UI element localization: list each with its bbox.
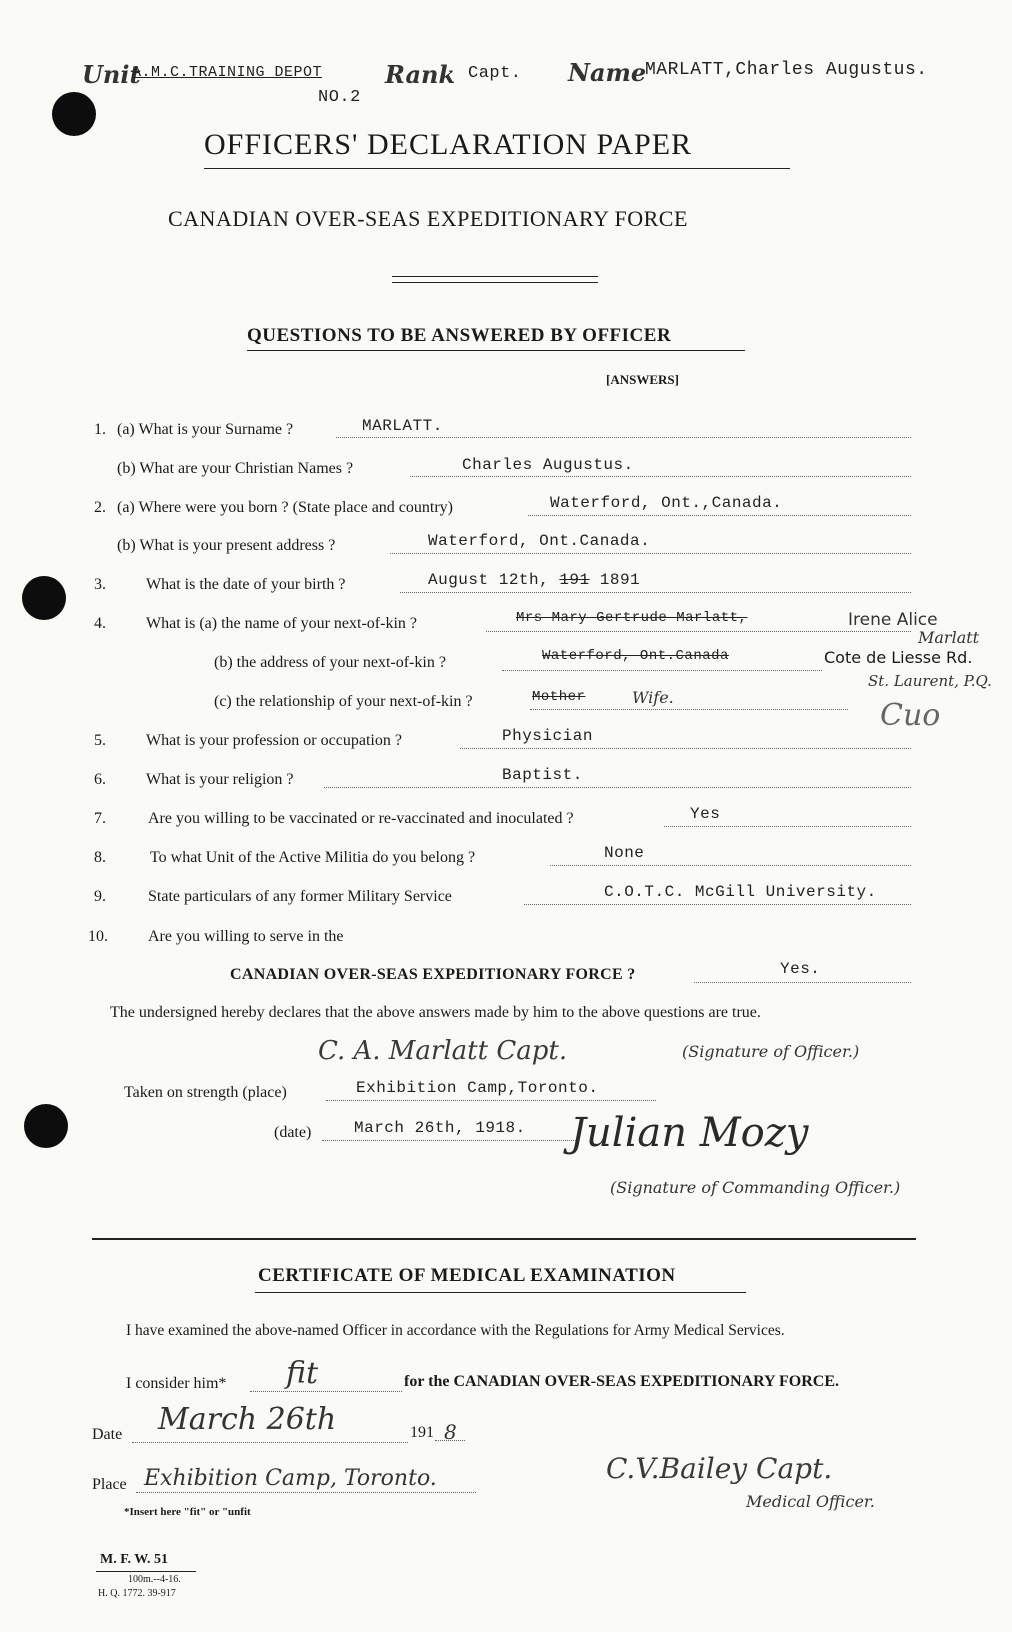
medical-date-value: March 26th — [158, 1402, 337, 1437]
form-code-line3: H. Q. 1772. 39-917 — [98, 1588, 176, 1599]
consider-label: I consider him* — [126, 1375, 227, 1392]
q1-number: 1. — [94, 421, 106, 438]
q4b-label: (b) the address of your next-of-kin ? — [214, 654, 446, 671]
q4-number: 4. — [94, 615, 106, 632]
medical-officer-signature: C.V.Bailey Capt. — [606, 1452, 833, 1485]
consider-value: fit — [286, 1356, 319, 1391]
q4a-struck: Mrs Mary Gertrude Marlatt, — [516, 610, 748, 626]
q2-number: 2. — [94, 499, 106, 516]
q4a-answer2: Marlatt — [918, 628, 980, 647]
section-divider — [92, 1238, 916, 1240]
taken-date: March 26th, 1918. — [354, 1119, 526, 1137]
officer-signature: C. A. Marlatt Capt. — [318, 1036, 568, 1066]
q3-number: 3. — [94, 576, 106, 593]
answers-label: [ANSWERS] — [606, 372, 679, 387]
q4b-answer2: St. Laurent, P.Q. — [868, 672, 992, 690]
medical-place-line — [136, 1492, 476, 1493]
declaration-text: The undersigned hereby declares that the above answers made by him to the above questions are true. — [110, 1004, 761, 1021]
medical-heading: CERTIFICATE OF MEDICAL EXAMINATION — [258, 1265, 676, 1286]
q9-label: State particulars of any former Military Service — [148, 888, 452, 905]
unit-value: A.M.C.TRAINING DEPOT — [132, 64, 323, 81]
q2a-answer-line — [528, 515, 911, 516]
q4c-answer: Wife. — [632, 688, 674, 707]
punch-hole — [52, 92, 96, 136]
q3-label: What is the date of your birth ? — [146, 576, 346, 593]
medical-heading-underline — [255, 1292, 746, 1293]
medical-date-line — [132, 1442, 408, 1443]
q5-label: What is your profession or occupation ? — [146, 732, 402, 749]
q7-answer-line — [664, 826, 911, 827]
q7-answer: Yes — [690, 805, 721, 823]
q6-answer-line — [324, 787, 911, 788]
section-heading: QUESTIONS TO BE ANSWERED BY OFFICER — [247, 325, 672, 346]
form-code-rule — [96, 1571, 196, 1572]
unit-label: Unit — [82, 60, 141, 89]
q5-answer-line — [460, 748, 911, 749]
q3-answer — [428, 571, 640, 589]
officer-signature-label: (Signature of Officer.) — [682, 1042, 860, 1061]
taken-date-line — [322, 1140, 576, 1141]
q10-label2: CANADIAN OVER-SEAS EXPEDITIONARY FORCE ? — [230, 966, 636, 983]
q2b-label: (b) What is your present address ? — [117, 537, 336, 554]
q9-number: 9. — [94, 888, 106, 905]
form-subtitle: CANADIAN OVER-SEAS EXPEDITIONARY FORCE — [168, 206, 688, 231]
consider-suffix: for the CANADIAN OVER-SEAS EXPEDITIONARY FORCE. — [404, 1373, 840, 1390]
q4b-answer-line — [502, 670, 822, 671]
q8-label: To what Unit of the Active Militia do you belong ? — [150, 849, 476, 866]
medical-year-prefix: 191 — [410, 1424, 434, 1441]
taken-place-line — [326, 1100, 656, 1101]
q6-number: 6. — [94, 771, 106, 788]
q10-answer-line — [694, 982, 911, 983]
q4c-struck: Mother — [532, 689, 586, 705]
q1a-label: (a) What is your Surname ? — [117, 421, 294, 438]
q10-answer: Yes. — [780, 960, 821, 978]
q7-number: 7. — [94, 810, 106, 827]
medical-footnote: *Insert here "fit" or "unfit — [124, 1506, 251, 1518]
medical-statement: I have examined the above-named Officer in accordance with the Regulations for Army Medical Services. — [126, 1322, 785, 1339]
medical-place-label: Place — [92, 1476, 127, 1493]
q4b-answer: Cote de Liesse Rd. — [824, 648, 973, 667]
q7-label: Are you willing to be vaccinated or re-vaccinated and inoculated ? — [148, 810, 574, 827]
punch-hole — [22, 576, 66, 620]
q8-answer: None — [604, 844, 645, 862]
divider-rule — [392, 276, 598, 277]
q4-initials: Cuo — [880, 698, 941, 733]
q4c-label: (c) the relationship of your next-of-kin ? — [214, 693, 473, 710]
form-code: M. F. W. 51 — [100, 1552, 168, 1567]
taken-date-label: (date) — [274, 1124, 312, 1141]
q5-number: 5. — [94, 732, 106, 749]
q8-answer-line — [550, 865, 911, 866]
medical-officer-label: Medical Officer. — [746, 1492, 875, 1511]
medical-date-label: Date — [92, 1426, 123, 1443]
punch-hole — [24, 1104, 68, 1148]
q3-answer-pre: August 12th, — [428, 571, 550, 589]
q2b-answer-line — [390, 553, 911, 554]
q1b-answer-line — [410, 476, 911, 477]
q3-answer-post: 1891 — [599, 571, 641, 589]
co-signature-label: (Signature of Commanding Officer.) — [610, 1178, 901, 1197]
q4a-label: What is (a) the name of your next-of-kin ? — [146, 615, 418, 632]
co-signature: Julian Mozy — [570, 1110, 809, 1156]
name-value: MARLATT,Charles Augustus. — [645, 60, 928, 80]
q2a-label: (a) Where were you born ? (State place and country) — [117, 499, 453, 516]
q6-answer: Baptist. — [502, 766, 583, 784]
q1a-answer-line — [336, 437, 911, 438]
q6-label: What is your religion ? — [146, 771, 294, 788]
taken-on-strength-label: Taken on strength (place) — [124, 1084, 287, 1101]
taken-place: Exhibition Camp,Toronto. — [356, 1079, 599, 1097]
divider-rule — [392, 282, 598, 283]
unit-value-line2: NO.2 — [318, 88, 361, 107]
consider-value-line — [250, 1391, 402, 1392]
q4a-answer-line — [486, 631, 911, 632]
rank-label: Rank — [385, 60, 456, 89]
q2b-answer: Waterford, Ont.Canada. — [428, 532, 651, 550]
q1b-label: (b) What are your Christian Names ? — [117, 460, 354, 477]
q8-number: 8. — [94, 849, 106, 866]
q9-answer-line — [524, 904, 911, 905]
form-code-line2: 100m.--4-16. — [128, 1574, 181, 1585]
q5-answer: Physician — [502, 727, 593, 745]
medical-year-suffix: 8 — [444, 1420, 457, 1444]
q2a-answer: Waterford, Ont.,Canada. — [550, 494, 783, 512]
q1b-answer: Charles Augustus. — [462, 456, 634, 474]
q4b-struck: Waterford, Ont.Canada — [542, 648, 729, 664]
name-label: Name — [568, 58, 647, 87]
q10-number: 10. — [88, 928, 108, 945]
q9-answer: C.O.T.C. McGill University. — [604, 883, 877, 901]
q10-label: Are you willing to serve in the — [148, 928, 344, 945]
medical-place-value: Exhibition Camp, Toronto. — [144, 1466, 437, 1491]
q4c-answer-line — [530, 709, 848, 710]
q1a-answer: MARLATT. — [362, 417, 443, 435]
q3-answer-struck: 191 — [559, 571, 590, 589]
q3-answer-line — [400, 592, 911, 593]
q4a-answer: Irene Alice — [848, 610, 938, 630]
section-underline — [247, 350, 745, 351]
form-title: OFFICERS' DECLARATION PAPER — [204, 128, 693, 161]
rank-value: Capt. — [468, 64, 522, 83]
title-underline — [204, 168, 790, 169]
